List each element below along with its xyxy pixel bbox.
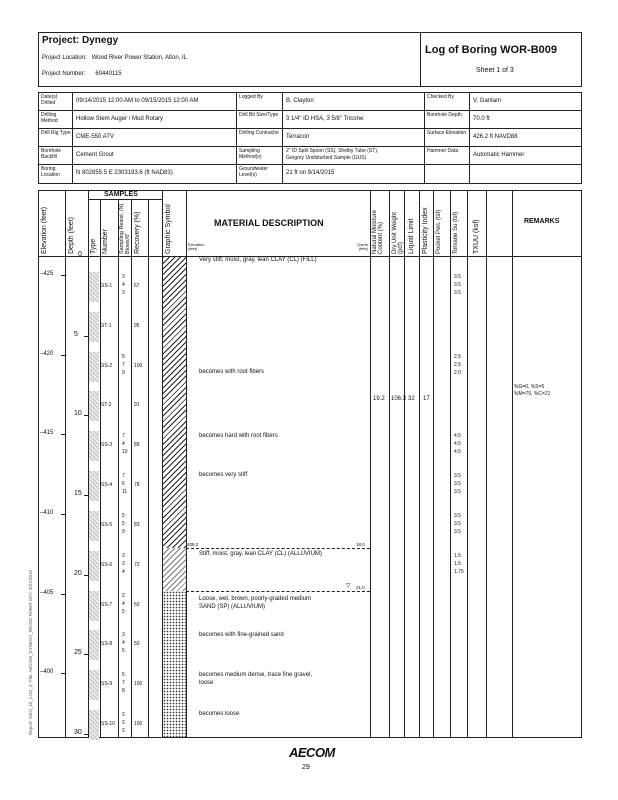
blow-count: 3 — [122, 632, 125, 639]
depth-tick-label: 15 — [74, 489, 82, 497]
sample-type-marker — [89, 710, 99, 740]
depth-tick-label: 30 — [74, 728, 82, 736]
sample-type-marker — [89, 391, 99, 421]
sample-number: ST-1 — [101, 322, 112, 329]
boring-log-page: Project: Dynegy Project Location: Wood River Power Station, Alton, IL Project Number: 60440115 Log of Boring WOR-B009 Sheet 1 of 3 Date(s) Drilled 09/14/2015 12:00 AM to 09/15/2015 12:00 AM Logged By B. Clayton Checked By V. Gantam Drilling Method Hollow Stem Auger / Mud Rotary Drill Bit Size/Type 3 1/4" ID HSA, 3 5/8" Tricone Borehole Depth 70.0 ft Drill Rig Type CME-550 ATV Drilling Contractor Terracon Surface Elevation 426.2 ft NAVD88 Borehole Backfill Cement Grout Sampling Method(s) 2" ID Split Spoon (SS), Shelby Tube (ST), Gregory Undisturbed Sample (GUS) Hammer Data Automatic Hammer Boring Location N 802855.5 E 2303193.6 (ft NAD83) Groundwater Level(s) 21 ft on 9/14/2015 SAMPLES Elevation (feet) Depth (feet) Type Number Sampling Resist. (N) Blows/6" Recovery (%) Graphic Symbol MATERIAL DESCRIPTION Elevation (feet) Depth (feet) Natural Moisture Content (%) Dry Unit Weight (pcf) Liquid Limit Plasticity Index Pocket Pen. (tsf) Torvane Su (tsf) TXUU (ksf) REMARKS 0 5 10 15 20 25 30 –425 –420 –415 –410 –405 –400 408.2 18.0 21.0 ▽ Very stiff, moist, gray, lean CLAY (CL) (FILL) becomes with root fibers becomes hard with root fibers becomes very stiff Stiff, moist, gray, lean CLAY (CL) (ALLUVIUM) Loose, wet, brown, poorly-graded medium SAND (SP) (ALLUVIUM) becomes with fine-grained sand becomes medium dense, trace fine gravel, loose becomes loose 19.2 106.3 32 17 %G=0, %S=5 %M=79, %C=21 SS-1 3 4 3 67 3.5 3.5 3.5 ST-1 95 SS-2 5 7 9 100 2.5 2.5 2.0 ST-2 91 SS-3 7 4 10 89 4.5 4.5 4.5 SS-4 7 6 11 78 3.5 3.5 3.5 SS-5 5 5 9 83 3.5 3.5 3.5 SS-6 3 3 4 72 1.5 1.5 1.75 SS-7 2 4 5 50 SS-8 3 4 5 50 SS-9 5 7 8 100 SS-10 2 2 2 100 Report: GEO_15_LOG_2; File: AECOM_DYNEGY_WOOD RIVER.GPJ; 3/21/2016 AECOM 29 — [0, 0, 618, 800]
elevation-header: Elevation (feet) — [41, 206, 48, 254]
desc-fill-clay: Very stiff, moist, gray, lean CLAY (CL) (FILL) — [199, 257, 317, 263]
blow-count: 4 — [122, 441, 125, 448]
dates-value: 09/14/2015 12:00 AM to 09/15/2015 12:00 AM — [76, 98, 199, 104]
pocket-pen-value: 3.5 — [454, 528, 461, 535]
depth-tick-label: 10 — [74, 410, 82, 418]
sample-number: SS-1 — [101, 282, 113, 289]
desc-very-stiff: becomes very stiff — [199, 472, 248, 478]
blows-header: Sampling Resist. (N) Blows/6" — [119, 203, 131, 254]
blow-count: 2 — [122, 728, 125, 734]
blow-count: 4 — [122, 600, 125, 607]
number-header: Number — [102, 229, 109, 254]
elev-tick-mark — [61, 673, 65, 674]
backfill: Cement Grout — [76, 152, 114, 158]
pocket-pen-value: 2.0 — [454, 369, 461, 376]
sample-number: SS-4 — [101, 482, 113, 489]
sample-type-marker — [89, 591, 99, 621]
elev-tick-label: –400 — [40, 669, 54, 676]
desc-loose: becomes loose — [199, 711, 240, 717]
plasticity-value: 17 — [423, 396, 430, 402]
pocket-pen-header: Pocket Pen. (tsf) — [436, 209, 442, 254]
sample-type-marker — [89, 272, 99, 302]
pocket-pen-value: 3.5 — [454, 481, 461, 488]
log-table — [38, 190, 582, 738]
boring-location: N 802855.5 E 2303193.6 (ft NAD83) — [76, 170, 173, 176]
recovery-header: Recovery (%) — [134, 211, 141, 254]
pocket-pen-value: 3.5 — [454, 520, 461, 527]
desc-medium-dense: becomes medium dense, trace fine gravel, loose — [199, 672, 313, 686]
pocket-pen-value: 3.5 — [454, 289, 461, 296]
sample-number: SS-5 — [101, 521, 113, 528]
blow-count: 5 — [122, 512, 125, 519]
clay-fill-graphic — [163, 257, 186, 548]
elev-tick-mark — [61, 514, 65, 515]
depth-tick-mark — [84, 575, 88, 576]
recovery-value: 100 — [134, 362, 143, 369]
elev-tick-label: –405 — [40, 589, 54, 596]
blow-count: 5 — [122, 608, 125, 615]
torvane-header: Torvane Su (tsf) — [453, 211, 459, 254]
clay-alluvium-graphic — [163, 548, 186, 591]
depth-tick-mark — [84, 256, 88, 257]
blow-count: 3 — [122, 552, 125, 559]
material-header: MATERIAL DESCRIPTION — [214, 218, 324, 228]
aecom-logo: AECOM — [289, 745, 335, 760]
liquid-limit-header: Liquid Limit — [408, 218, 415, 254]
blow-count: 8 — [122, 688, 125, 695]
pocket-pen-value: 1.75 — [454, 568, 464, 575]
depth-tick-mark — [84, 495, 88, 496]
sample-type-marker — [89, 551, 99, 581]
blow-count: 9 — [122, 528, 125, 535]
groundwater-level: 21 ft on 9/14/2015 — [286, 170, 335, 176]
pocket-pen-value: 4.5 — [454, 449, 461, 456]
pocket-pen-value: 2.5 — [454, 361, 461, 368]
page-number: 29 — [302, 764, 310, 771]
sample-type-marker — [89, 312, 99, 342]
desc-hard: becomes hard with root fibers — [199, 433, 278, 439]
drill-rig: CME-550 ATV — [76, 134, 114, 140]
desc-sand: Loose, wet, brown, poorly-graded medium SAND (SP) (ALLUVIUM) — [199, 596, 312, 610]
surface-elevation: 426.2 ft NAVD88 — [473, 134, 518, 140]
pocket-pen-value: 2.5 — [454, 353, 461, 360]
sample-type-marker — [89, 511, 99, 541]
recovery-value: 100 — [134, 681, 143, 688]
bit-size: 3 1/4" ID HSA, 3 5/8" Tricone — [286, 116, 364, 122]
type-header: Type — [90, 238, 97, 254]
sheet-number: Sheet 1 of 3 — [476, 67, 514, 74]
sample-number: SS-7 — [101, 601, 113, 608]
contractor: Terracon — [286, 134, 310, 140]
groundwater-icon: ▽ — [346, 583, 351, 589]
plasticity-header: Plasticity Index — [422, 207, 429, 254]
sample-type-marker — [89, 630, 99, 660]
recovery-value: 50 — [134, 601, 140, 608]
sample-type-marker — [89, 431, 99, 461]
sample-number: SS-10 — [101, 721, 115, 727]
logged-by: B. Clayton — [286, 98, 314, 104]
blow-count: 7 — [122, 473, 125, 480]
sample-number: ST-2 — [101, 402, 112, 409]
moisture-value: 19.2 — [373, 396, 385, 402]
depth-tick-mark — [84, 654, 88, 655]
blow-count: 5 — [122, 648, 125, 655]
blow-count: 11 — [122, 489, 128, 496]
elev-tick-label: –425 — [40, 271, 54, 278]
liquid-limit-value: 32 — [408, 396, 415, 402]
samples-header: SAMPLES — [104, 191, 138, 198]
pocket-pen-value: 3.5 — [454, 273, 461, 280]
hammer-data: Automatic Hammer — [473, 152, 525, 158]
depth-header: Depth (feet) — [68, 217, 75, 254]
project-title: Project: Dynegy — [42, 35, 119, 46]
graphic-header: Graphic Symbol — [165, 204, 172, 254]
pocket-pen-value: 3.5 — [454, 281, 461, 288]
blow-count: 4 — [122, 281, 125, 288]
depth-tick-mark — [84, 336, 88, 337]
blow-count: 10 — [122, 449, 128, 456]
pocket-pen-value: 3.5 — [454, 512, 461, 519]
dry-unit-header: Dry Unit Weight (pcf) — [392, 212, 404, 254]
sample-number: SS-6 — [101, 561, 113, 568]
blow-count: 4 — [122, 640, 125, 647]
blow-count: 7 — [122, 433, 125, 440]
blow-count: 4 — [122, 568, 125, 575]
recovery-value: 100 — [134, 721, 143, 727]
blow-count: 9 — [122, 369, 125, 376]
blow-count: 3 — [122, 273, 125, 280]
project-number: Project Number: 60440115 — [42, 71, 122, 77]
borehole-depth: 70.0 ft — [473, 116, 490, 122]
depth-tick-label: 0 — [78, 251, 82, 258]
elev-tick-mark — [61, 275, 65, 276]
recovery-value: 78 — [134, 482, 140, 489]
sample-number: SS-3 — [101, 442, 113, 449]
desc-alluvium-clay: Stiff, moist, gray, lean CLAY (CL) (ALLUVIUM) — [199, 551, 322, 557]
sample-number: SS-2 — [101, 362, 113, 369]
recovery-value: 91 — [134, 402, 140, 409]
checked-by: V. Gantam — [473, 98, 502, 104]
elev-tick-label: –415 — [40, 430, 54, 437]
log-title: Log of Boring WOR-B009 — [425, 44, 557, 56]
pocket-pen-value: 1.5 — [454, 552, 461, 559]
recovery-value: 89 — [134, 442, 140, 449]
recovery-value: 95 — [134, 322, 140, 329]
pocket-pen-value: 4.5 — [454, 441, 461, 448]
pocket-pen-value: 3.5 — [454, 489, 461, 496]
blow-count: 5 — [122, 520, 125, 527]
sample-type-marker — [89, 471, 99, 501]
project-location: Project Location: Wood River Power Station, Alton, IL — [42, 55, 187, 61]
dry-unit-value: 106.3 — [391, 396, 407, 402]
sample-number: SS-8 — [101, 641, 113, 648]
sample-type-marker — [89, 670, 99, 700]
contact-depth-1: 18.0 — [356, 542, 365, 547]
blow-count: 2 — [122, 712, 125, 718]
moisture-header: Natural Moisture Content (%) — [372, 209, 384, 254]
pocket-pen-value: 1.5 — [454, 560, 461, 567]
elev-tick-label: –420 — [40, 350, 54, 357]
blow-count: 5 — [122, 353, 125, 360]
elev-tick-mark — [61, 434, 65, 435]
sampling-method: 2" ID Split Spoon (SS), Shelby Tube (ST), Gregory Undisturbed Sample (GUS) — [286, 148, 379, 161]
depth-tick-label: 20 — [74, 569, 82, 577]
elev-tick-mark — [61, 355, 65, 356]
sample-number: SS-9 — [101, 681, 113, 688]
desc-root-fibers: becomes with root fibers — [199, 369, 265, 375]
depth-tick-label: 25 — [74, 649, 82, 657]
blow-count: 2 — [122, 720, 125, 726]
pocket-pen-value: 3.5 — [454, 473, 461, 480]
depth-tick-mark — [84, 415, 88, 416]
blow-count: 3 — [122, 289, 125, 296]
remarks-header: REMARKS — [524, 218, 560, 225]
contact-elev: 408.2 — [187, 542, 199, 547]
txuu-header: TXUU (ksf) — [473, 219, 480, 254]
recovery-value: 50 — [134, 641, 140, 648]
blow-count: 6 — [122, 481, 125, 488]
blow-count: 7 — [122, 361, 125, 368]
drilling-method: Hollow Stem Auger / Mud Rotary — [76, 116, 164, 122]
blow-count: 2 — [122, 592, 125, 599]
sample-type-marker — [89, 352, 99, 382]
elev-tick-label: –410 — [40, 510, 54, 517]
pocket-pen-value: 4.5 — [454, 433, 461, 440]
blow-count: 3 — [122, 560, 125, 567]
lab-remarks: %G=0, %S=5 %M=79, %C=21 — [514, 384, 551, 397]
blow-count: 5 — [122, 672, 125, 679]
contact-depth-2: 21.0 — [356, 585, 365, 590]
depth-tick-label: 5 — [74, 330, 78, 338]
report-footer: Report: GEO_15_LOG_2; File: AECOM_DYNEGY_WOOD RIVER.GPJ; 3/21/2016 — [28, 569, 33, 735]
recovery-value: 67 — [134, 282, 140, 289]
depth-tick-mark — [84, 734, 88, 735]
recovery-value: 72 — [134, 561, 140, 568]
elev-tick-mark — [61, 594, 65, 595]
sand-graphic — [163, 591, 186, 738]
desc-fine-sand: becomes with fine-grained sand — [199, 632, 284, 638]
blow-count: 7 — [122, 680, 125, 687]
recovery-value: 83 — [134, 521, 140, 528]
